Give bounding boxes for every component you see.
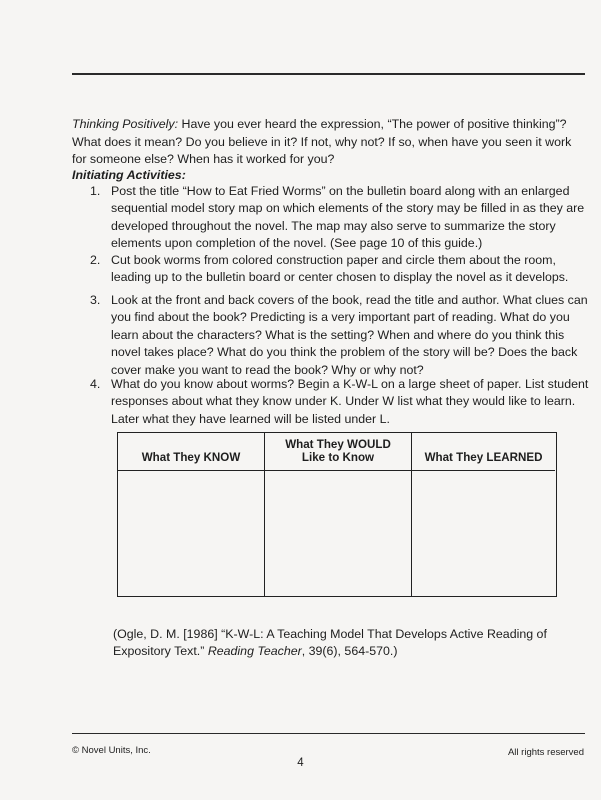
kwl-header-would-line1: What They WOULD bbox=[285, 438, 391, 451]
kwl-header-would bbox=[265, 433, 411, 471]
activity-text: Cut book worms from colored construction paper and circle them about the room, leading up to the bulletin board or center chosen to display the novel as it develops. bbox=[111, 253, 569, 285]
page-number: 4 bbox=[297, 757, 304, 769]
activity-number: 1. bbox=[90, 184, 101, 198]
kwl-chart bbox=[117, 432, 557, 597]
intro-body: Have you ever heard the expression, “The power of positive thinking”? What does it mean? Do you believe in it? If not, why not? If so, when have you seen it work for someone else? When has it worked for you? bbox=[72, 117, 572, 166]
copyright-notice: © Novel Units, Inc. bbox=[72, 745, 151, 756]
kwl-header-know: What They KNOW bbox=[118, 433, 264, 471]
activity-text: Look at the front and back covers of the book, read the title and author. What clues can you find about the book? Predicting is a very important part of reading. What do you learn about the characters? What is the setting? When and where do you think this novel takes place? What do you think the problem of the story will be? Does the back cover make you want to read the book? Why or why not? bbox=[111, 293, 588, 377]
citation-journal: Reading Teacher bbox=[207, 644, 302, 659]
intro-lead: Thinking Positively: bbox=[72, 117, 179, 131]
activity-text: Post the title “How to Eat Fried Worms” on the bulletin board along with an enlarged sequential model story map on which elements of the story may be filled in as they are developed throughout the novel. The map may also serve to summarize the story elements upon completion of the novel. (See page 10 of this guide.) bbox=[111, 184, 585, 251]
kwl-column-would bbox=[265, 433, 412, 596]
activity-item-4 bbox=[90, 376, 590, 428]
activity-item-1 bbox=[90, 183, 590, 253]
kwl-column-learned bbox=[412, 433, 555, 596]
activity-item-2 bbox=[90, 252, 590, 287]
activity-item-3 bbox=[90, 292, 590, 379]
citation-text: (Ogle, D. M. [1986] “K-W-L: A Teaching Model That Develops Active Reading of Expository Text.” bbox=[113, 627, 547, 659]
initiating-activities-heading: Initiating Activities: bbox=[72, 168, 186, 182]
rights-notice: All rights reserved bbox=[507, 747, 584, 758]
citation-details: , 39(6), 564-570.) bbox=[301, 644, 398, 659]
activity-number: 2. bbox=[90, 253, 101, 267]
activity-number: 3. bbox=[90, 293, 101, 307]
activity-number: 4. bbox=[90, 377, 101, 391]
activity-text: What do you know about worms? Begin a K-W-L on a large sheet of paper. List student responses about what they know under K. Under W list what they would like to learn. Later what they have learned will be listed under L. bbox=[111, 377, 589, 426]
kwl-cell-know bbox=[118, 471, 264, 596]
kwl-cell-learned bbox=[412, 471, 555, 596]
kwl-cell-would bbox=[265, 471, 411, 596]
kwl-column-know bbox=[118, 433, 265, 596]
kwl-header-would-line2: Like to Know bbox=[301, 450, 375, 464]
kwl-header-learned: What They LEARNED bbox=[412, 433, 555, 471]
bottom-rule bbox=[72, 733, 585, 734]
citation bbox=[113, 626, 573, 661]
thinking-positively-paragraph bbox=[72, 116, 587, 169]
top-rule bbox=[72, 73, 585, 75]
